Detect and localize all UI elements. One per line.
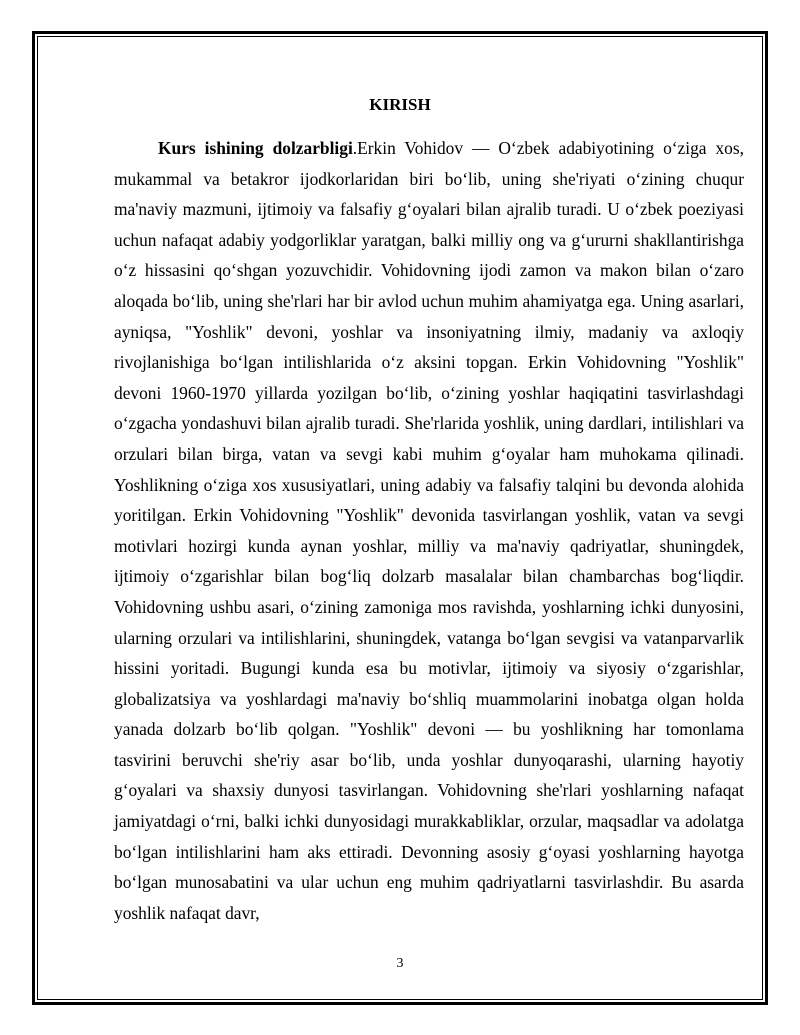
body-paragraph xyxy=(114,133,744,928)
paragraph-lead: Kurs ishining dolzarbligi xyxy=(158,138,353,158)
page-number: 3 xyxy=(396,956,404,971)
page-title: KIRISH xyxy=(369,95,431,114)
paragraph-text: .Erkin Vohidov — O‘zbek adabiyotining o‘ziga xos, mukammal va betakror ijodkorlaridan biri bo‘lib, uning she'riyati o‘zining chuqur ma'naviy mazmuni, ijtimoiy va falsafiy g‘oyalari bilan ajralib turadi. U o‘zbek poeziyasi uchun nafaqat adabiy yodgorliklar yaratgan, balki milliy ong va g‘ururni shakllantirishga o‘z hissasini qo‘shgan yozuvchidir. Vohidovning ijodi zamon va makon bilan o‘zaro aloqada bo‘lib, uning she'rlari har bir avlod uchun muhim ahamiyatga ega. Uning asarlari, ayniqsa, "Yoshlik" devoni, yoshlar va insoniyatning ilmiy, madaniy va axloqiy rivojlanishiga bo‘lgan intilishlarida o‘z aksini topgan. Erkin Vohidovning "Yoshlik" devoni 1960-1970 yillarda yozilgan bo‘lib, o‘zining yoshlar haqiqatini tasvirlashdagi o‘zgacha yondashuvi bilan ajralib turadi. She'rlarida yoshlik, uning dardlari, intilishlari va orzulari bilan birga, vatan va sevgi kabi muhim g‘oyalar ham muhokama qilinadi. Yoshlikning o‘ziga xos xususiyatlari, uning adabiy va falsafiy talqini bu devonda alohida yoritilgan. Erkin Vohidovning "Yoshlik" devonida tasvirlangan yoshlik, vatan va sevgi motivlari hozirgi kunda aynan yoshlar, milliy va ma'naviy qadriyatlar, shuningdek, ijtimoiy o‘zgarishlar bilan bog‘liq dolzarb masalalar bilan chambarchas bog‘liqdir. Vohidovning ushbu asari, o‘zining zamoniga mos ravishda, yoshlarning ichki dunyosini, ularning orzulari va intilishlarini, shuningdek, vatanga bo‘lgan sevgisi va vatanparvarlik hissini yoritadi. Bugungi kunda esa bu motivlar, ijtimoiy va siyosiy o‘zgarishlar, globalizatsiya va yoshlardagi ma'naviy bo‘shliq muammolarini inobatga olgan holda yanada dolzarb bo‘lib qolgan. "Yoshlik" devoni — bu yoshlikning har tomonlama tasvirini beruvchi she'riy asar bo‘lib, unda yoshlar dunyoqarashi, ularning hayotiy g‘oyalari va shaxsiy dunyosi tasvirlangan. Vohidovning she'rlari yoshlarning nafaqat jamiyatdagi o‘rni, balki ichki dunyosidagi murakkabliklar, orzular, maqsadlar va adolatga bo‘lgan intilishlarini ham aks ettiradi. Devonning asosiy g‘oyasi yoshlarning hayotga bo‘lgan munosabatini va ular uchun eng muhim qadriyatlarni tasvirlashdir. Bu asarda yoshlik nafaqat davr, xyxy=(114,138,744,923)
